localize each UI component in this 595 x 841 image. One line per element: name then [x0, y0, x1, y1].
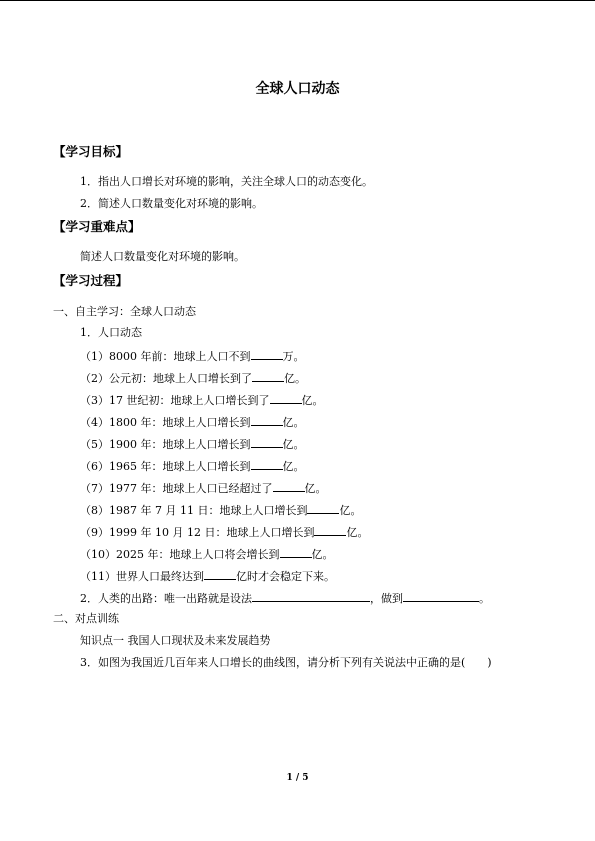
- answer-blank[interactable]: [307, 502, 339, 514]
- goal-item: 1．指出人口增长对环境的影响，关注全球人口的动态变化。: [80, 175, 373, 188]
- question-3: 3．如图为我国近几百年来人口增长的曲线图，请分析下列有关说法中正确的是( ): [80, 656, 492, 669]
- part1-heading: 一、自主学习：全球人口动态: [53, 305, 196, 318]
- population-item: （9）1999 年 10 月 12 日：地球上人口增长到 亿。: [80, 526, 369, 539]
- answer-blank[interactable]: [251, 436, 283, 448]
- answer-blank[interactable]: [403, 590, 479, 602]
- answer-blank[interactable]: [314, 524, 346, 536]
- answer-blank[interactable]: [270, 392, 302, 404]
- part2-heading: 二、对点训练: [53, 612, 119, 625]
- answer-blank[interactable]: [273, 480, 305, 492]
- knowledge-point: 知识点一 我国人口现状及未来发展趋势: [80, 634, 271, 647]
- page-number: 1 / 5: [286, 773, 309, 783]
- answer-blank[interactable]: [251, 348, 283, 360]
- answer-blank[interactable]: [280, 546, 312, 558]
- answer-blank[interactable]: [251, 414, 283, 426]
- population-item: （2）公元初：地球上人口增长到了 亿。: [80, 372, 306, 385]
- population-item: （6）1965 年：地球上人口增长到 亿。: [80, 460, 305, 473]
- process-heading: 【学习过程】: [53, 273, 129, 288]
- goals-heading: 【学习目标】: [53, 144, 129, 159]
- sub2-line: 2．人类的出路：唯一出路就是设法 ，做到 。: [80, 592, 490, 605]
- answer-blank[interactable]: [204, 568, 236, 580]
- answer-blank[interactable]: [252, 370, 284, 382]
- header-rule: [0, 0, 595, 1]
- keypoints-text: 简述人口数量变化对环境的影响。: [80, 250, 245, 263]
- goal-item: 2．简述人口数量变化对环境的影响。: [80, 197, 263, 210]
- population-item: （1）8000 年前：地球上人口不到 万。: [80, 350, 305, 363]
- answer-blank[interactable]: [251, 458, 283, 470]
- population-item: （4）1800 年：地球上人口增长到 亿。: [80, 416, 305, 429]
- population-item: （3）17 世纪初：地球上人口增长到了 亿。: [80, 394, 324, 407]
- population-item: （8）1987 年 7 月 11 日：地球上人口增长到 亿。: [80, 504, 362, 517]
- keypoints-heading: 【学习重难点】: [53, 219, 141, 234]
- answer-blank[interactable]: [252, 590, 370, 602]
- page-title: 全球人口动态: [255, 81, 340, 97]
- population-item: （7）1977 年：地球上人口已经超过了 亿。: [80, 482, 327, 495]
- sub1-heading: 1．人口动态: [80, 326, 142, 339]
- population-item: （10）2025 年：地球上人口将会增长到 亿。: [80, 548, 334, 561]
- population-item: （11）世界人口最终达到 亿时才会稳定下来。: [80, 570, 335, 583]
- population-item: （5）1900 年：地球上人口增长到 亿。: [80, 438, 305, 451]
